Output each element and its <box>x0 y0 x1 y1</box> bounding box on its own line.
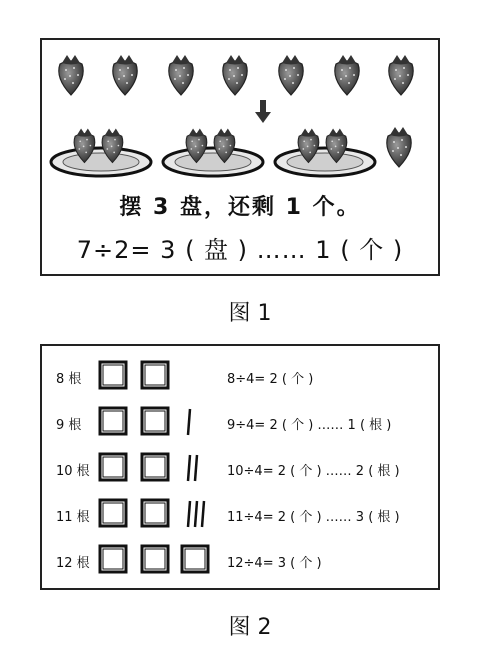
strawberry-icon <box>108 52 142 96</box>
stick-row <box>42 406 438 440</box>
strawberry-icon <box>274 52 308 96</box>
stick-icon <box>193 454 199 482</box>
stick-icon <box>193 500 199 528</box>
division-equation: 11÷4= 2 ( 个 ) …… 3 ( 根 ) <box>227 510 400 525</box>
stick-square-icon <box>140 498 170 528</box>
stick-row <box>42 544 438 578</box>
stick-row <box>42 360 438 394</box>
division-equation: 12÷4= 3 ( 个 ) <box>227 556 322 571</box>
stick-square-icon <box>180 544 210 574</box>
stick-square-icon <box>98 406 128 436</box>
figure-1-equation: 7÷2= 3 ( 盘 ) …… 1 ( 个 ) <box>76 236 404 264</box>
stick-count-label: 8 根 <box>56 372 82 387</box>
strawberry-icon <box>382 124 416 168</box>
strawberry-icon <box>54 52 88 96</box>
stick-row <box>42 452 438 486</box>
strawberry-icon <box>330 52 364 96</box>
stick-square-icon <box>140 406 170 436</box>
strawberry-icon <box>384 52 418 96</box>
stick-count-label: 12 根 <box>56 556 90 571</box>
stick-square-icon <box>98 452 128 482</box>
stick-count-label: 9 根 <box>56 418 82 433</box>
division-equation: 8÷4= 2 ( 个 ) <box>227 372 314 387</box>
stick-square-icon <box>140 544 170 574</box>
stick-square-icon <box>140 360 170 390</box>
plate-with-strawberries-icon <box>48 118 154 178</box>
plate-with-strawberries-icon <box>272 118 378 178</box>
stick-count-label: 10 根 <box>56 464 90 479</box>
strawberry-icon <box>164 52 198 96</box>
division-equation: 9÷4= 2 ( 个 ) …… 1 ( 根 ) <box>227 418 392 433</box>
figure-1-illustration <box>40 38 440 276</box>
stick-row <box>42 498 438 532</box>
stick-icon <box>186 500 192 528</box>
stick-square-icon <box>98 498 128 528</box>
strawberry-row <box>42 52 438 102</box>
stick-count-label: 11 根 <box>56 510 90 525</box>
figure-2-caption: 图 2 <box>228 615 272 640</box>
stick-square-icon <box>98 544 128 574</box>
division-equation: 10÷4= 2 ( 个 ) …… 2 ( 根 ) <box>227 464 400 479</box>
stick-square-icon <box>140 452 170 482</box>
stick-icon <box>200 500 206 528</box>
strawberry-icon <box>218 52 252 96</box>
stick-icon <box>186 408 192 436</box>
figure-1-statement: 摆 3 盘，还剩 1 个。 <box>119 195 361 220</box>
stick-square-icon <box>98 360 128 390</box>
figure-2-illustration <box>40 344 440 590</box>
plate-with-strawberries-icon <box>160 118 266 178</box>
figure-1-caption: 图 1 <box>228 301 272 326</box>
stick-icon <box>186 454 192 482</box>
